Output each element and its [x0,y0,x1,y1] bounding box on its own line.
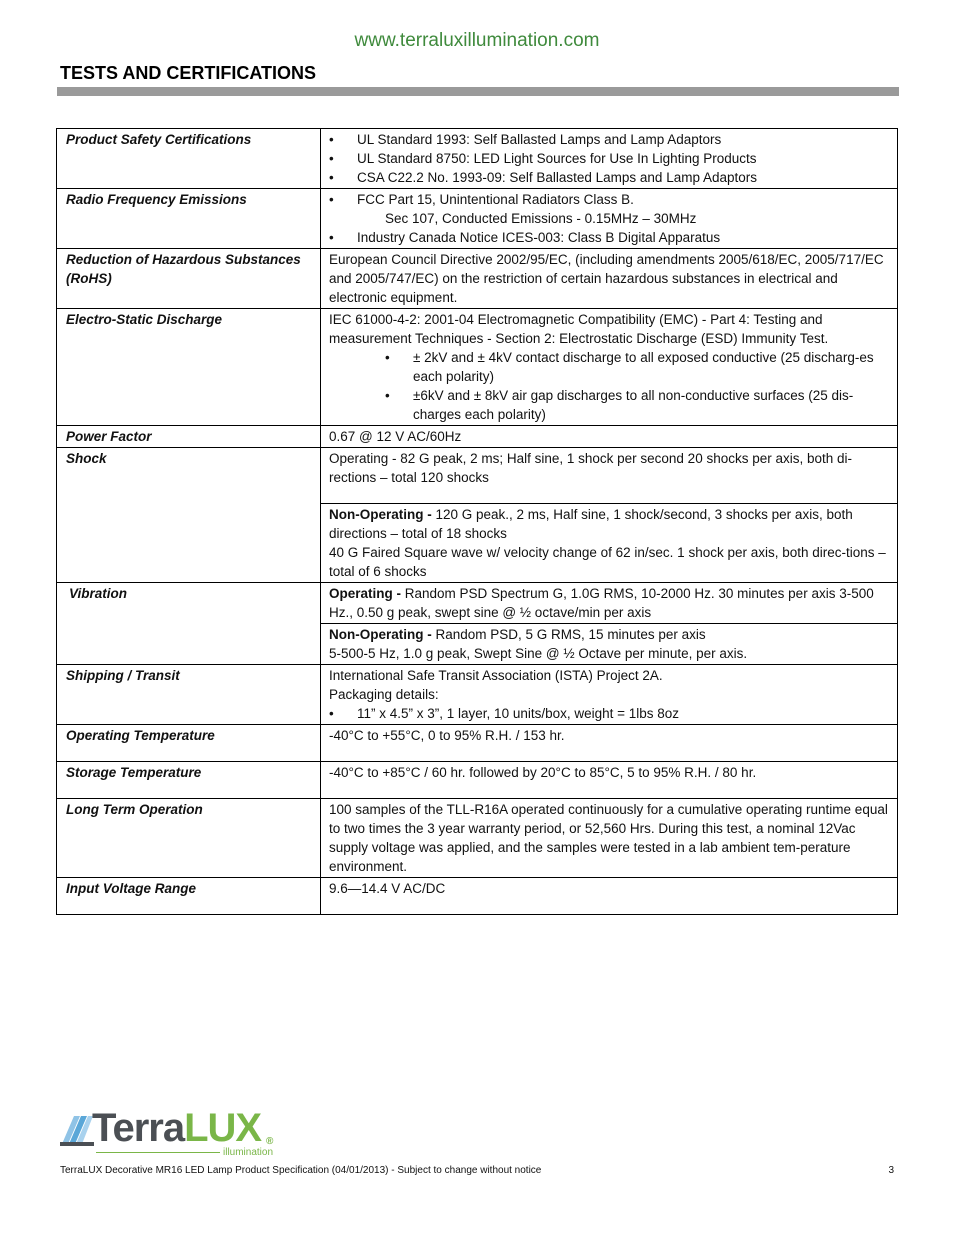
logo-underline [96,1152,220,1153]
row-value [321,583,898,665]
list-item: • ±6kV and ± 8kV air gap discharges to all non-conductive surfaces (25 dis-charges each polarity) [329,386,889,424]
certification-list [329,130,889,187]
row-label: Shipping / Transit [57,665,321,725]
esd-intro: IEC 61000-4-2: 2001-04 Electromagnetic Compatibility (EMC) - Part 4: Testing and measurement Techniques - Section 2: Electrostatic Discharge (ESD) Immunity Test. [329,312,829,346]
table-row [57,249,898,309]
registered-mark: ® [266,1136,274,1147]
website-url[interactable]: www.terraluxillumination.com [354,30,600,51]
table-row [57,665,898,725]
shock-operating: Operating - 82 G peak, 2 ms; Half sine, 1 shock per second 20 shocks per axis, both di-rections – total 120 shocks [329,451,853,485]
table-row [57,426,898,448]
list-item: • 11” x 4.5” x 3”, 1 layer, 10 units/box, weight = 1lbs 8oz [329,704,889,723]
table-row [57,129,898,189]
light-rays-icon [60,1114,94,1146]
esd-list [329,348,889,424]
vibration-non-operating: Non-Operating - Random PSD, 5 G RMS, 15 minutes per axis 5-500-5 Hz, 1.0 g peak, Swept Sine @ ½ Octave per minute, per axis. [321,623,897,664]
row-value: 0.67 @ 12 V AC/60Hz [321,426,898,448]
section-title: TESTS AND CERTIFICATIONS [60,63,316,83]
row-value [321,665,898,725]
section-divider [57,87,899,96]
row-value: European Council Directive 2002/95/EC, (including amendments 2005/618/EC, 2005/717/EC and 2005/747/EC) on the restriction of certain hazardous substances in electrical and electronic equipment. [321,249,898,309]
table-row [57,725,898,762]
row-label: Shock [57,448,321,583]
row-value [321,448,898,583]
table-row [57,762,898,799]
shipping-line: International Safe Transit Association (ISTA) Project 2A. [329,668,663,683]
footer-text: TerraLUX Decorative MR16 LED Lamp Product Specification (04/01/2013) - Subject to change without notice [60,1165,542,1176]
row-label: Power Factor [57,426,321,448]
row-label: Radio Frequency Emissions [57,189,321,249]
list-item: • Industry Canada Notice ICES-003: Class B Digital Apparatus [329,228,889,247]
row-label: Electro-Static Discharge [57,309,321,426]
table-row [57,878,898,915]
shipping-line: Packaging details: [329,687,439,702]
row-label: Reduction of Hazardous Substances (RoHS) [57,249,321,309]
shock-non-operating: Non-Operating - 120 G peak., 2 ms, Half sine, 1 shock/second, 3 shocks per axis, both directions – total of 18 shocks 40 G Faired Square wave w/ velocity change of 62 in/sec. 1 shock per axis, both direc-tions – total of 6 shocks [321,503,897,582]
emissions-list [329,190,889,247]
list-item: • UL Standard 8750: LED Light Sources for Use In Lighting Products [329,149,889,168]
row-value [321,189,898,249]
terralux-logo [60,1106,290,1160]
row-label: Operating Temperature [57,725,321,762]
page-footer [60,1165,894,1176]
row-label: Storage Temperature [57,762,321,799]
row-label: Input Voltage Range [57,878,321,915]
row-label: Vibration [57,583,321,665]
logo-subtitle: illumination [223,1147,274,1158]
page-number: 3 [888,1165,894,1176]
vibration-operating: Operating - Random PSD Spectrum G, 1.0G RMS, 10-2000 Hz. 30 minutes per axis 3-500 Hz., 0.50 g peak, swept sine @ ½ octave/min per axis [329,586,874,620]
row-value: -40°C to +55°C, 0 to 95% R.H. / 153 hr. [321,725,898,762]
row-label: Product Safety Certifications [57,129,321,189]
table-row [57,309,898,426]
row-value [321,129,898,189]
list-item: • CSA C22.2 No. 1993-09: Self Ballasted Lamps and Lamp Adaptors [329,168,889,187]
logo-wordmark: TerraLUX [92,1106,262,1150]
row-value: -40°C to +85°C / 60 hr. followed by 20°C to 85°C, 5 to 95% R.H. / 80 hr. [321,762,898,799]
table-row [57,583,898,665]
row-value [321,309,898,426]
table-row [57,189,898,249]
packaging-list [329,704,889,723]
list-item: • UL Standard 1993: Self Ballasted Lamps and Lamp Adaptors [329,130,889,149]
certifications-table [56,128,898,915]
table-row [57,799,898,878]
row-value: 100 samples of the TLL-R16A operated continuously for a cumulative operating runtime equal to two times the 3 year warranty period, or 52,560 Hrs. During this test, a nominal 12Vac supply voltage was applied, and the samples were tested in a lab ambient tem-perature environment. [321,799,898,878]
list-item: • ± 2kV and ± 4kV contact discharge to all exposed conductive (25 discharg-es each polarity) [329,348,889,386]
list-item: • FCC Part 15, Unintentional Radiators Class B. Sec 107, Conducted Emissions - 0.15MHz – 30MHz [329,190,889,228]
row-label: Long Term Operation [57,799,321,878]
row-value: 9.6—14.4 V AC/DC [321,878,898,915]
table-row [57,448,898,583]
